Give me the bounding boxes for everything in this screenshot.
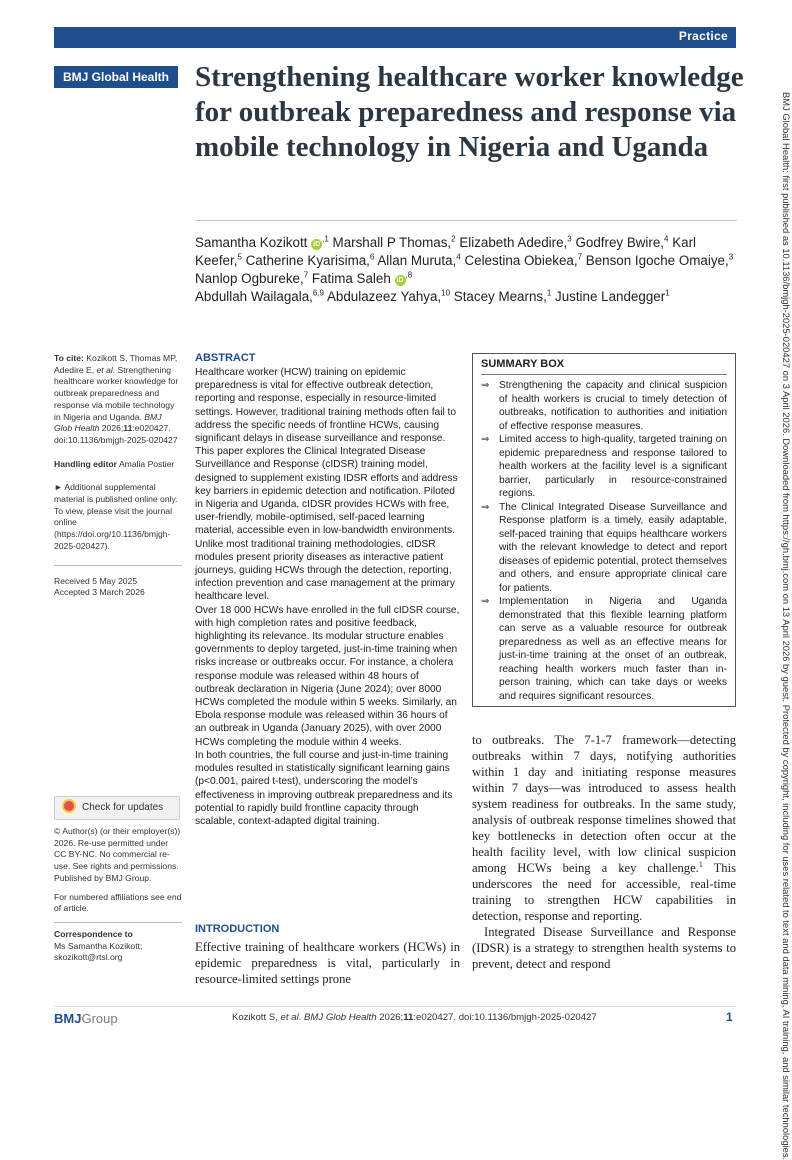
abstract-heading: ABSTRACT <box>195 352 256 364</box>
cite-text: . Strengthening healthcare worker knowledge for outbreak preparedness and response via mobile technology in Nigeria and Uganda. <box>54 364 179 422</box>
title-divider <box>195 220 737 221</box>
handling-editor <box>54 459 182 471</box>
orcid-icon[interactable]: iD <box>313 241 321 248</box>
affiliation-sup: 5 <box>237 252 242 262</box>
cite-doi: :e020427. doi:10.1136/bmjgh-2025-020427 <box>54 423 178 445</box>
summary-item <box>481 595 727 703</box>
check-updates-label: Check for updates <box>82 802 164 813</box>
summary-box <box>472 353 736 707</box>
handling-editor-label: Handling editor <box>54 458 118 469</box>
author-name: Marshall P Thomas, <box>332 235 452 250</box>
author-name: Fatima Saleh <box>311 271 391 286</box>
author-name: Allan Muruta, <box>377 253 457 268</box>
author-name: Samantha Kozikott <box>195 235 308 250</box>
affiliation-sup: 1 <box>546 288 552 298</box>
logo-bmj: BMJ <box>54 1011 82 1026</box>
affiliation-sup: 10 <box>441 288 451 298</box>
abstract-paragraph: Healthcare worker (HCW) training on epidemic preparedness is vital for effective outbreak detection, reporting and response, especially in resource-limited settings. However, traditional training methods often fail to address the specific needs of frontline HCWs, causing significant delays in disease surveillance and response. This paper explores the Clinical Integrated Disease Surveillance and Response (cIDSR) training model, designed to supplement existing IDSR efforts and address key barriers in epidemic detection and notification. Piloted in Nigeria and Uganda, cIDSR provides HCWs with free, user-friendly, mobile-optimised, self-paced learning material, accessible even in low-bandwidth environments. Unlike most traditional training methodologies, cIDSR modules present priority diseases as interactive patient journeys, guiding HCWs through the detection, reporting, infection prevention and case management at the primary healthcare level. <box>195 367 458 603</box>
affiliation-sup: 6,9 <box>312 288 324 298</box>
author-name: Justine Landegger <box>555 289 666 304</box>
affiliation-sup: 4 <box>664 234 669 244</box>
arrow-icon: ⇒ <box>481 380 490 391</box>
check-updates-button[interactable] <box>54 796 180 820</box>
footer-cite-sep: . <box>298 1012 305 1023</box>
author-name: Abdulazeez Yahya, <box>326 289 442 304</box>
affiliation-sup: 6 <box>369 252 375 262</box>
cite-etal: et al <box>96 364 113 375</box>
author-name: Celestina Obiekea, <box>464 253 578 268</box>
arrow-icon: ⇒ <box>481 501 490 513</box>
accepted-date: Accepted 3 March 2026 <box>54 587 145 598</box>
reference-sup[interactable]: 1 <box>698 859 703 869</box>
article-title: Strengthening healthcare worker knowledge for outbreak preparedness and response via mobile technology in Nigeria and Uganda <box>195 61 744 163</box>
footer-cite-authors: Kozikott S, <box>232 1012 281 1023</box>
summary-box-title: SUMMARY BOX <box>481 358 727 375</box>
body-paragraph: Integrated Disease Surveillance and Response (IDSR) is a strategy to strengthen health systems to prevent, detect and respond <box>472 925 736 971</box>
summary-item-text: Strengthening the capacity and clinical suspicion of health workers is crucial to timely detection of outbreaks, notification to authorities and initiation of effective response measures. <box>499 380 727 432</box>
arrow-icon: ⇒ <box>481 596 490 607</box>
affiliation-sup: 3 <box>567 234 572 244</box>
body-text: This underscores the need for accessible, real-time training to strengthen HCW capabilities in detection, response and reporting. <box>472 861 736 923</box>
citation-block <box>54 353 182 447</box>
author-list <box>195 234 740 306</box>
journal-badge: BMJ Global Health <box>54 66 178 88</box>
cite-volume: 11 <box>123 423 133 434</box>
cite-label: To cite: <box>54 353 84 363</box>
footer-divider <box>54 1006 736 1007</box>
left-sidebar-lower <box>54 826 182 964</box>
footer-cite-journal: BMJ Glob Health <box>304 1012 377 1023</box>
sidebar-divider <box>54 922 182 923</box>
correspondence-label: Correspondence to <box>54 928 133 939</box>
author-name: Godfrey Bwire, <box>575 235 665 250</box>
affiliation-sup: 7 <box>577 252 583 262</box>
footer-cite-volume: 11 <box>403 1012 414 1023</box>
introduction-paragraph: Effective training of healthcare workers (HCWs) in epidemic preparedness is vital, particularly in resource-limited settings prone <box>195 940 460 986</box>
page-number: 1 <box>726 1010 733 1024</box>
author-name: Elizabeth Adedire, <box>459 235 568 250</box>
side-copyright-notice <box>777 92 792 1160</box>
footer-cite-etal: et al <box>280 1012 299 1023</box>
section-label: Practice <box>678 29 728 43</box>
cite-journal: BMJ Glob Health <box>54 411 162 434</box>
abstract-paragraph: In both countries, the full course and just-in-time training modules resulted in statistically significant learning gains (p<0.001, paired t-test), underscoring the model’s effectiveness in improving outbreak preparedness and its potential to rapidly build frontline capacity through scalable, context-adapted digital training. <box>195 749 453 827</box>
affiliation-sup: 1 <box>665 288 670 298</box>
check-updates-icon <box>62 799 76 813</box>
arrow-icon: ⇒ <box>481 434 490 445</box>
affiliation-sup: 7 <box>303 270 309 280</box>
abstract-paragraph: Over 18 000 HCWs have enrolled in the full cIDSR course, with high completion rates and positive feedback, highlighting its relevance. Its modular structure enables governments to deploy targeted, just-in-time training when risks increase or outbreaks occur. For instance, a cholera response module was released within 48 hours of outbreak declaration in Nigeria (June 2024); over 8000 HCWs completed the module within 5 weeks. Similarly, an Ebola response module was released within 36 hours of an outbreak in Uganda (January 2025), with over 2000 HCWs completing the module within 4 weeks. <box>195 604 460 748</box>
abstract-body <box>195 366 460 828</box>
summary-item <box>481 433 727 501</box>
footer-cite-doi: :e020427. doi:10.1136/bmjgh-2025-020427 <box>413 1012 597 1023</box>
summary-item-text: The Clinical Integrated Disease Surveillance and Response platform is a timely, easily adaptable, self-paced training that equips healthcare workers with the relevant knowledge to detect and report diseases of epidemic potential, protect themselves and others, and ensure appropriate clinical care for patients. <box>499 501 727 594</box>
footer-citation <box>232 1012 597 1023</box>
left-sidebar <box>54 353 182 599</box>
affiliation-sup: 4 <box>456 252 461 262</box>
summary-item <box>481 501 727 596</box>
body-paragraph <box>472 732 736 924</box>
affiliation-sup: ,1 <box>322 234 329 244</box>
author-name: Karl Keefer, <box>195 235 697 268</box>
supplemental-note[interactable]: ► Additional supplemental material is published online only. To view, please visit the journal online (https://doi.org/10.1136/bmjgh-2025-020427). <box>54 482 178 551</box>
author-name: Benson Igoche Omaiye, <box>585 253 729 268</box>
cite-text: Kozikott S, Thomas MP, Adedire E, <box>54 353 178 375</box>
logo-group: Group <box>81 1011 118 1026</box>
side-notice-text: BMJ Global Health: first published as 10.1136/bmjgh-2025-020427 on 3 April 2026. Downloaded from https://gh.bmj.com on 13 April 2026 by guest. Protected by copyright, including for uses related to text and data mining, AI training, and similar technologies. <box>781 92 792 1160</box>
received-date: Received 5 May 2025 <box>54 575 138 586</box>
cite-year: 2026; <box>99 423 124 434</box>
body-text-right <box>472 732 736 972</box>
author-name: Stacey Mearns, <box>453 289 547 304</box>
summary-item-text: Implementation in Nigeria and Uganda demonstrated that this flexible learning platform can serve as a valuable resource for outbreak preparedness as well as an effective means for just-in-time training at the onset of an outbreak, reaching health workers much faster than in-person training, which can take days or weeks and requires significant resources. <box>499 596 727 702</box>
footer-cite-year: 2026; <box>376 1012 404 1023</box>
sidebar-divider <box>54 565 182 566</box>
copyright-note: © Author(s) (or their employer(s)) 2026. Re-use permitted under CC BY-NC. No commercial re-use. See rights and permissions. Published by BMJ Group. <box>54 826 181 883</box>
affiliation-sup: 2 <box>451 234 456 244</box>
author-name: Catherine Kyarisima, <box>245 253 370 268</box>
summary-item-text: Limited access to high-quality, targeted training on epidemic preparedness and response tailored to health workers at the facility level is a significant barrier, particularly in resource-constrained regions. <box>499 434 727 499</box>
correspondence-name: Ms Samantha Kozikott; <box>54 940 143 951</box>
handling-editor-name: Amalia Postier <box>117 458 175 469</box>
introduction-heading: INTRODUCTION <box>195 923 280 935</box>
orcid-icon[interactable]: iD <box>396 277 404 284</box>
section-bar <box>54 27 736 48</box>
author-name: Abdullah Wailagala, <box>195 289 313 304</box>
body-text: to outbreaks. The 7-1-7 framework—detecting outbreaks within 7 days, notifying authorities within 1 day and initiating response measures within 7 days—was introduced to assess health system readiness for outbreaks. In the same study, analysis of outbreak response timelines showed that key bottlenecks in detection often occur at the health facility level, with low clinical suspicion among HCWs being a key challenge. <box>472 733 736 875</box>
bmj-group-logo <box>54 1011 118 1026</box>
affiliation-sup: ,8 <box>405 270 413 280</box>
author-name: Nanlop Ogbureke, <box>195 271 304 286</box>
summary-item <box>481 379 727 433</box>
correspondence-email[interactable]: skozikott@rtsl.org <box>54 952 123 963</box>
affiliation-sup: 3 <box>728 252 734 262</box>
affiliations-note: For numbered affiliations see end of article. <box>54 891 182 914</box>
